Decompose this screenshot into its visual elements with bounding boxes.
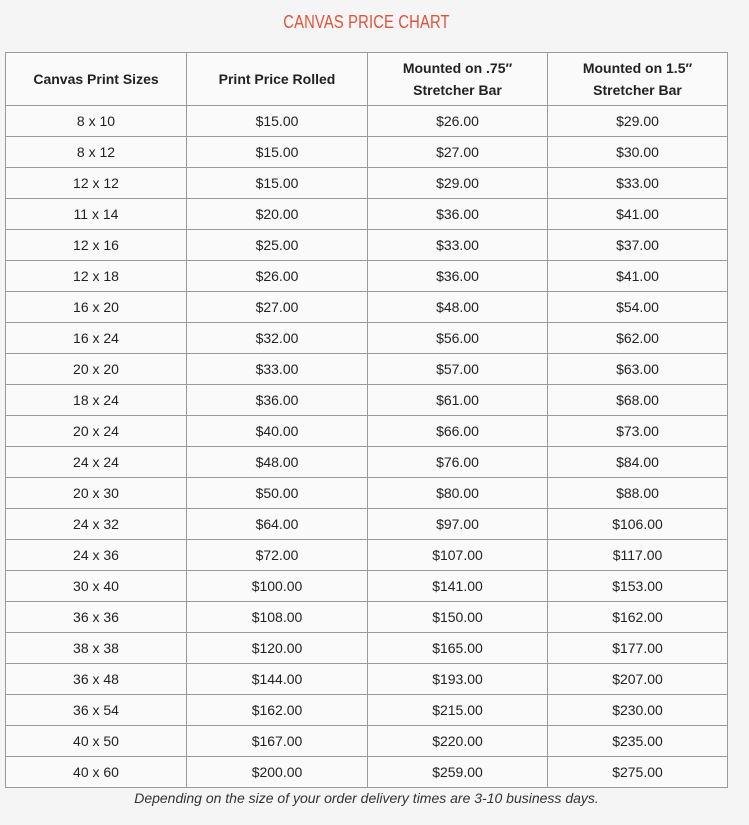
cell-price-mounted-15: $153.00 xyxy=(548,571,728,602)
cell-price-mounted-15: $235.00 xyxy=(548,726,728,757)
cell-size: 30 x 40 xyxy=(6,571,187,602)
table-row xyxy=(6,726,728,757)
cell-price-mounted-15: $177.00 xyxy=(548,633,728,664)
cell-size: 12 x 16 xyxy=(6,230,187,261)
cell-price-mounted-15: $84.00 xyxy=(548,447,728,478)
header-canvas-print-sizes: Canvas Print Sizes xyxy=(6,53,187,106)
cell-price-rolled: $72.00 xyxy=(187,540,368,571)
cell-price-mounted-75: $150.00 xyxy=(368,602,548,633)
cell-price-mounted-15: $54.00 xyxy=(548,292,728,323)
header-mounted-75-line2: Stretcher Bar xyxy=(413,82,502,98)
cell-size: 12 x 12 xyxy=(6,168,187,199)
cell-price-mounted-75: $141.00 xyxy=(368,571,548,602)
cell-price-rolled: $200.00 xyxy=(187,757,368,788)
cell-price-mounted-75: $97.00 xyxy=(368,509,548,540)
cell-price-mounted-15: $63.00 xyxy=(548,354,728,385)
cell-price-mounted-15: $62.00 xyxy=(548,323,728,354)
cell-size: 36 x 54 xyxy=(6,695,187,726)
cell-price-rolled: $15.00 xyxy=(187,137,368,168)
cell-price-mounted-75: $259.00 xyxy=(368,757,548,788)
cell-price-rolled: $162.00 xyxy=(187,695,368,726)
cell-price-mounted-75: $107.00 xyxy=(368,540,548,571)
cell-price-mounted-15: $162.00 xyxy=(548,602,728,633)
cell-price-mounted-75: $193.00 xyxy=(368,664,548,695)
cell-price-mounted-15: $106.00 xyxy=(548,509,728,540)
cell-size: 38 x 38 xyxy=(6,633,187,664)
table-row xyxy=(6,571,728,602)
cell-price-rolled: $108.00 xyxy=(187,602,368,633)
cell-size: 24 x 24 xyxy=(6,447,187,478)
cell-price-rolled: $15.00 xyxy=(187,106,368,137)
cell-price-rolled: $50.00 xyxy=(187,478,368,509)
cell-size: 24 x 36 xyxy=(6,540,187,571)
cell-size: 11 x 14 xyxy=(6,199,187,230)
table-row xyxy=(6,695,728,726)
cell-price-mounted-15: $73.00 xyxy=(548,416,728,447)
cell-price-rolled: $26.00 xyxy=(187,261,368,292)
cell-price-rolled: $120.00 xyxy=(187,633,368,664)
cell-price-mounted-15: $33.00 xyxy=(548,168,728,199)
cell-price-mounted-75: $57.00 xyxy=(368,354,548,385)
delivery-note: Depending on the size of your order delivery times are 3-10 business days. xyxy=(134,790,599,806)
cell-price-rolled: $64.00 xyxy=(187,509,368,540)
table-row xyxy=(6,292,728,323)
table-row xyxy=(6,478,728,509)
table-row xyxy=(6,230,728,261)
cell-price-mounted-75: $66.00 xyxy=(368,416,548,447)
table-row xyxy=(6,757,728,788)
table-row xyxy=(6,261,728,292)
table-row xyxy=(6,633,728,664)
cell-price-rolled: $27.00 xyxy=(187,292,368,323)
table-row xyxy=(6,664,728,695)
table-row xyxy=(6,106,728,137)
table-header-row xyxy=(6,53,728,106)
cell-price-mounted-75: $220.00 xyxy=(368,726,548,757)
cell-price-mounted-75: $76.00 xyxy=(368,447,548,478)
cell-size: 20 x 30 xyxy=(6,478,187,509)
header-mounted-15-line2: Stretcher Bar xyxy=(593,82,682,98)
table-row xyxy=(6,509,728,540)
cell-price-mounted-75: $165.00 xyxy=(368,633,548,664)
header-mounted-75-line1: Mounted on .75″ xyxy=(402,60,513,76)
cell-price-rolled: $32.00 xyxy=(187,323,368,354)
table-row xyxy=(6,602,728,633)
cell-price-rolled: $25.00 xyxy=(187,230,368,261)
cell-price-rolled: $100.00 xyxy=(187,571,368,602)
table-row xyxy=(6,385,728,416)
cell-price-mounted-15: $30.00 xyxy=(548,137,728,168)
header-mounted-75 xyxy=(368,53,548,106)
cell-price-rolled: $15.00 xyxy=(187,168,368,199)
cell-price-rolled: $36.00 xyxy=(187,385,368,416)
cell-price-mounted-75: $33.00 xyxy=(368,230,548,261)
cell-size: 24 x 32 xyxy=(6,509,187,540)
price-table xyxy=(5,52,728,788)
cell-size: 40 x 60 xyxy=(6,757,187,788)
cell-price-mounted-75: $36.00 xyxy=(368,199,548,230)
cell-size: 16 x 20 xyxy=(6,292,187,323)
cell-price-rolled: $20.00 xyxy=(187,199,368,230)
cell-price-mounted-15: $230.00 xyxy=(548,695,728,726)
cell-price-mounted-75: $61.00 xyxy=(368,385,548,416)
header-mounted-15-line1: Mounted on 1.5″ xyxy=(582,60,693,76)
cell-size: 8 x 12 xyxy=(6,137,187,168)
table-row xyxy=(6,540,728,571)
cell-size: 20 x 24 xyxy=(6,416,187,447)
cell-price-mounted-15: $275.00 xyxy=(548,757,728,788)
cell-price-mounted-75: $215.00 xyxy=(368,695,548,726)
cell-price-mounted-75: $26.00 xyxy=(368,106,548,137)
table-row xyxy=(6,416,728,447)
cell-price-rolled: $40.00 xyxy=(187,416,368,447)
cell-price-mounted-75: $36.00 xyxy=(368,261,548,292)
cell-price-mounted-15: $117.00 xyxy=(548,540,728,571)
table-row xyxy=(6,323,728,354)
cell-size: 36 x 48 xyxy=(6,664,187,695)
cell-price-mounted-75: $56.00 xyxy=(368,323,548,354)
page-title: CANVAS PRICE CHART xyxy=(283,12,450,32)
table-row xyxy=(6,354,728,385)
cell-price-mounted-15: $88.00 xyxy=(548,478,728,509)
cell-price-mounted-75: $29.00 xyxy=(368,168,548,199)
table-row xyxy=(6,168,728,199)
table-row xyxy=(6,199,728,230)
cell-price-mounted-15: $41.00 xyxy=(548,199,728,230)
cell-price-rolled: $144.00 xyxy=(187,664,368,695)
cell-size: 12 x 18 xyxy=(6,261,187,292)
cell-size: 16 x 24 xyxy=(6,323,187,354)
cell-size: 20 x 20 xyxy=(6,354,187,385)
header-mounted-15 xyxy=(548,53,728,106)
cell-price-rolled: $167.00 xyxy=(187,726,368,757)
table-row xyxy=(6,447,728,478)
header-print-price-rolled: Print Price Rolled xyxy=(187,53,368,106)
cell-price-mounted-15: $41.00 xyxy=(548,261,728,292)
cell-price-mounted-75: $48.00 xyxy=(368,292,548,323)
cell-price-mounted-15: $29.00 xyxy=(548,106,728,137)
cell-size: 40 x 50 xyxy=(6,726,187,757)
table-row xyxy=(6,137,728,168)
cell-price-rolled: $33.00 xyxy=(187,354,368,385)
cell-price-rolled: $48.00 xyxy=(187,447,368,478)
cell-size: 8 x 10 xyxy=(6,106,187,137)
cell-price-mounted-15: $68.00 xyxy=(548,385,728,416)
cell-size: 36 x 36 xyxy=(6,602,187,633)
cell-price-mounted-75: $27.00 xyxy=(368,137,548,168)
cell-price-mounted-75: $80.00 xyxy=(368,478,548,509)
cell-size: 18 x 24 xyxy=(6,385,187,416)
cell-price-mounted-15: $37.00 xyxy=(548,230,728,261)
cell-price-mounted-15: $207.00 xyxy=(548,664,728,695)
